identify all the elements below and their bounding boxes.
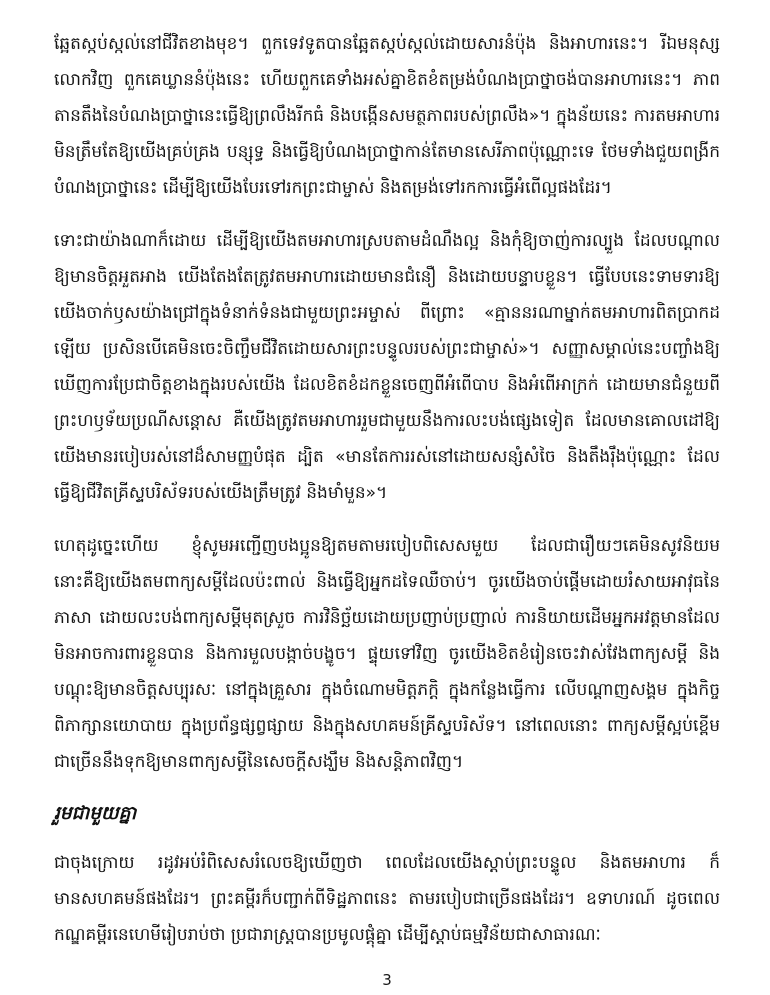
paragraph-1: ឆ្អែតស្កប់ស្កល់នៅជីវិតខាងមុខ។ ពួកទេវទូតបានឆ្អែតស្កប់ស្កល់ដោយសារនំប៉ុង និងអាហារនេះ។ រីឯមនុស្សលោកវិញ ពួកគេឃ្លាននំប៉ុងនេះ ហើយពួកគេទាំងអស់គ្នាខិតខំតម្រង់បំណងប្រាថ្នាចង់បានអាហារនេះ។ ភាពតានតឹងនៃបំណងប្រាថ្នានេះធ្វើឱ្យព្រលឹងរីកធំ និងបង្កើនសមត្ថភាពរបស់ព្រលឹង»។ ក្នុងន័យនេះ ការតមអាហារមិនត្រឹមតែឱ្យយើងគ្រប់គ្រង បន្សុទ្ធ និងធ្វើឱ្យបំណងប្រាថ្នាកាន់តែមានសេរីភាពប៉ុណ្ណោះទេ ថែមទាំងជួយពង្រីកបំណងប្រាថ្នានេះ ដើម្បីឱ្យយើងបែរទៅរកព្រះជាម្ចាស់ និងតម្រង់ទៅរកការធ្វើអំពើល្អផងដែរ។: [54, 34, 720, 198]
paragraph-2: ទោះជាយ៉ាងណាក៏ដោយ ដើម្បីឱ្យយើងតមអាហារស្របតាមដំណឹងល្អ និងកុំឱ្យចាញ់ការល្បួង ដែលបណ្ដាលឱ្យមានចិត្តអួតអាង យើងតែងតែត្រូវតមអាហារដោយមានជំនឿ និងដោយបន្ទាបខ្លួន។ ធ្វើបែបនេះទាមទារឱ្យយើងចាក់ឫសយ៉ាងជ្រៅក្នុងទំនាក់ទំនងជាមួយព្រះអម្ចាស់ ពីព្រោះ «គ្មាននរណាម្នាក់តមអាហារពិតប្រាកដឡើយ ប្រសិនបើគេមិនចេះចិញ្ចឹមជីវិតដោយសារព្រះបន្ទូលរបស់ព្រះជាម្ចាស់»។ សញ្ញាសម្គាល់នេះបញ្ចាំងឱ្យឃើញការប្រែជាចិត្តខាងក្នុងរបស់យើង ដែលខិតខំដកខ្លួនចេញពីអំពើបាប និងអំពើអាក្រក់ ដោយមានជំនួយពីព្រះហឫទ័យប្រណីសន្ដោស គឺយើងត្រូវតមអាហាររួមជាមួយនឹងការលះបង់ផ្សេងទៀត ដែលមានគោលដៅឱ្យយើងមានរបៀបរស់នៅដ៏សាមញ្ញបំផុត ដ្បិត «មានតែការរស់នៅដោយសន្សំសំចៃ និងតឹងរ៉ឹងប៉ុណ្ណោះ ដែលធ្វើឱ្យជីវិតគ្រីស្ទបរិស័ទរបស់យើងត្រឹមត្រូវ និងមាំមួន»។: [54, 231, 720, 503]
section-heading: រួមជាមួយគ្នា: [54, 803, 137, 824]
document-body: [54, 26, 720, 970]
paragraph-3: ហេតុដូច្នេះហើយ ខ្ញុំសូមអញ្ជើញបងប្អូនឱ្យតមតាមរបៀបពិសេសមួយ ដែលជារឿយៗគេមិនសូវនិយម នោះគឺឱ្យយើងតមពាក្យសម្ដីដែលប៉ះពាល់ និងធ្វើឱ្យអ្នកដទៃឈឺចាប់។ ចូរយើងចាប់ផ្ដើមដោយរំសាយអាវុធនៃភាសា ដោយលះបង់ពាក្យសម្ដីមុតស្រួច ការវិនិច្ឆ័យដោយប្រញាប់ប្រញាល់ ការនិយាយដើមអ្នកអវត្តមានដែលមិនអាចការពារខ្លួនបាន និងការមួលបង្កាច់បង្ខូច។ ផ្ទុយទៅវិញ ចូរយើងខិតខំរៀនចេះវាស់វែងពាក្យសម្ដី និងបណ្ដុះឱ្យមានចិត្តសប្បុរសៈ នៅក្នុងគ្រួសារ ក្នុងចំណោមមិត្តភក្ដិ ក្នុងកន្លែងធ្វើការ លើបណ្ដាញសង្គម ក្នុងកិច្ចពិភាក្សានយោបាយ ក្នុងប្រព័ន្ធផ្សព្វផ្សាយ និងក្នុងសហគមន៍គ្រីស្ទបរិស័ទ។ នៅពេលនោះ ពាក្យសម្ដីស្អប់ខ្ពើមជាច្រើននឹងទុកឱ្យមានពាក្យសម្ដីនៃសេចក្ដីសង្ឃឹម និងសន្តិភាពវិញ។: [54, 536, 720, 772]
page-number: 3: [382, 971, 392, 989]
paragraph-4: ជាចុងក្រោយ រដូវអប់រំពិសេសរំលេចឱ្យឃើញថា ពេលដែលយើងស្ដាប់ព្រះបន្ទូល និងតមអាហារ ក៏មានសហគមន៍ផងដែរ។ ព្រះគម្ពីរក៏បញ្ជាក់ពីទិដ្ឋភាពនេះ តាមរបៀបជាច្រើនផងដែរ។ ឧទាហរណ៍ ដូចពេលកណ្ឌគម្ពីរនេហេមីរៀបរាប់ថា ប្រជារាស្ត្របានប្រមូលផ្ដុំគ្នា ដើម្បីស្ដាប់ធម្មវិន័យជាសាធារណៈ: [54, 853, 720, 945]
page-footer: [54, 970, 720, 995]
